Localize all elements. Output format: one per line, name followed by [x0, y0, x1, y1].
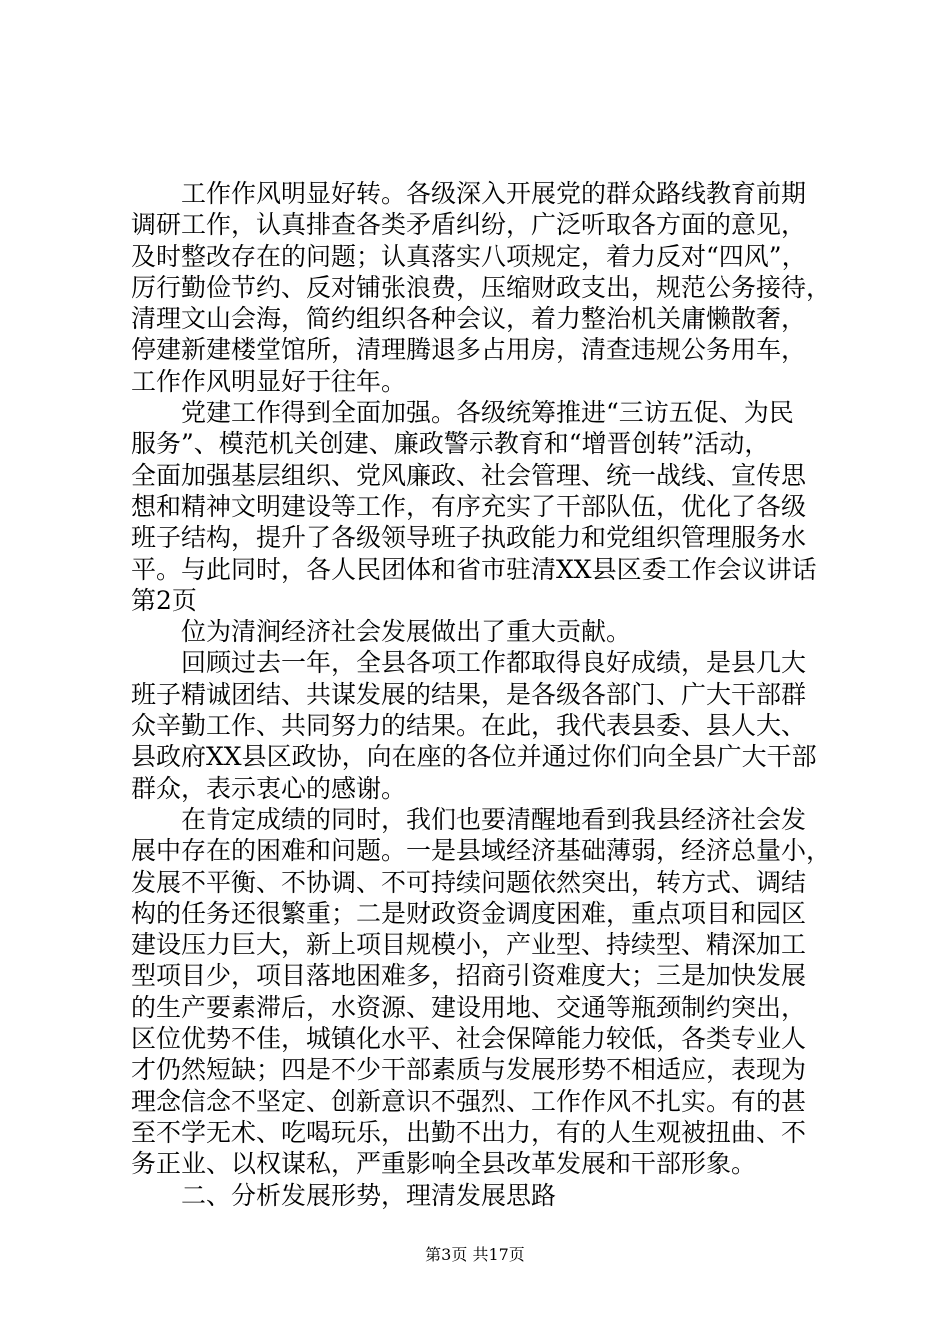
text-line: 区位优势不佳，城镇化水平、社会保障能力较低，各类专业人 [131, 1024, 807, 1054]
text-line: 停建新建楼堂馆所，清理腾退多占用房，清查违规公务用车， [131, 335, 807, 365]
text-line: 党建工作得到全面加强。各级统筹推进“三访五促、为民 [181, 398, 794, 428]
text-line: 想和精神文明建设等工作，有序充实了干部队伍，优化了各级 [131, 491, 807, 521]
text-line: 工作作风明显好于往年。 [131, 366, 407, 396]
text-line: 才仍然短缺；四是不少干部素质与发展形势不相适应，表现为 [131, 1055, 807, 1085]
text-line: 发展不平衡、不协调、不可持续问题依然突出，转方式、调结 [131, 867, 807, 897]
text-line: 众辛勤工作、共同努力的结果。在此，我代表县委、县人大、 [131, 711, 807, 741]
text-line: 平。与此同时，各人民团体和省市驻清XX县区委工作会议讲话 [131, 554, 817, 584]
text-line: 型项目少，项目落地困难多，招商引资难度大；三是加快发展 [131, 961, 807, 991]
text-line: 工作作风明显好转。各级深入开展党的群众路线教育前期 [181, 179, 807, 208]
text-line: 二、分析发展形势，理清发展思路 [181, 1180, 557, 1210]
text-line: 班子结构，提升了各级领导班子执政能力和党组织管理服务水 [131, 523, 807, 553]
text-line: 在肯定成绩的同时，我们也要清醒地看到我县经济社会发 [181, 804, 807, 834]
text-line: 及时整改存在的问题；认真落实八项规定，着力反对“四风”， [131, 241, 807, 271]
text-line: 理念信念不坚定、创新意识不强烈、工作作风不扎实。有的甚 [131, 1086, 807, 1116]
text-line: 展中存在的困难和问题。一是县域经济基础薄弱，经济总量小， [131, 836, 832, 866]
document-body [131, 178, 831, 1211]
text-line: 县政府XX县区政协，向在座的各位并通过你们向全县广大干部 [131, 742, 817, 772]
text-line: 厉行勤俭节约、反对铺张浪费，压缩财政支出，规范公务接待， [131, 272, 832, 302]
text-line: 第2页 [131, 585, 197, 615]
text-line: 全面加强基层组织、党风廉政、社会管理、统一战线、宣传思 [131, 460, 807, 490]
text-line: 位为清涧经济社会发展做出了重大贡献。 [181, 617, 632, 647]
text-line: 调研工作，认真排查各类矛盾纠纷，广泛听取各方面的意见， [131, 210, 807, 240]
text-line: 服务”、模范机关创建、廉政警示教育和“增晋创转”活动， [131, 429, 770, 459]
text-line: 至不学无术、吃喝玩乐，出勤不出力，有的人生观被扭曲、不 [131, 1117, 807, 1147]
text-line: 构的任务还很繁重；二是财政资金调度困难，重点项目和园区 [131, 898, 807, 928]
text-line: 清理文山会海，简约组织各种会议，着力整治机关庸懒散奢， [131, 304, 807, 334]
text-line: 建设压力巨大，新上项目规模小，产业型、持续型、精深加工 [131, 930, 807, 960]
text-line: 班子精诚团结、共谋发展的结果，是各级各部门、广大干部群 [131, 679, 807, 709]
text-line: 务正业、以权谋私，严重影响全县改革发展和干部形象。 [131, 1149, 757, 1179]
text-line: 的生产要素滞后，水资源、建设用地、交通等瓶颈制约突出， [131, 992, 807, 1022]
text-line: 群众，表示衷心的感谢。 [131, 773, 407, 803]
page-footer: 第3页 共17页 [425, 1245, 525, 1264]
text-line: 回顾过去一年，全县各项工作都取得良好成绩，是县几大 [181, 648, 807, 678]
